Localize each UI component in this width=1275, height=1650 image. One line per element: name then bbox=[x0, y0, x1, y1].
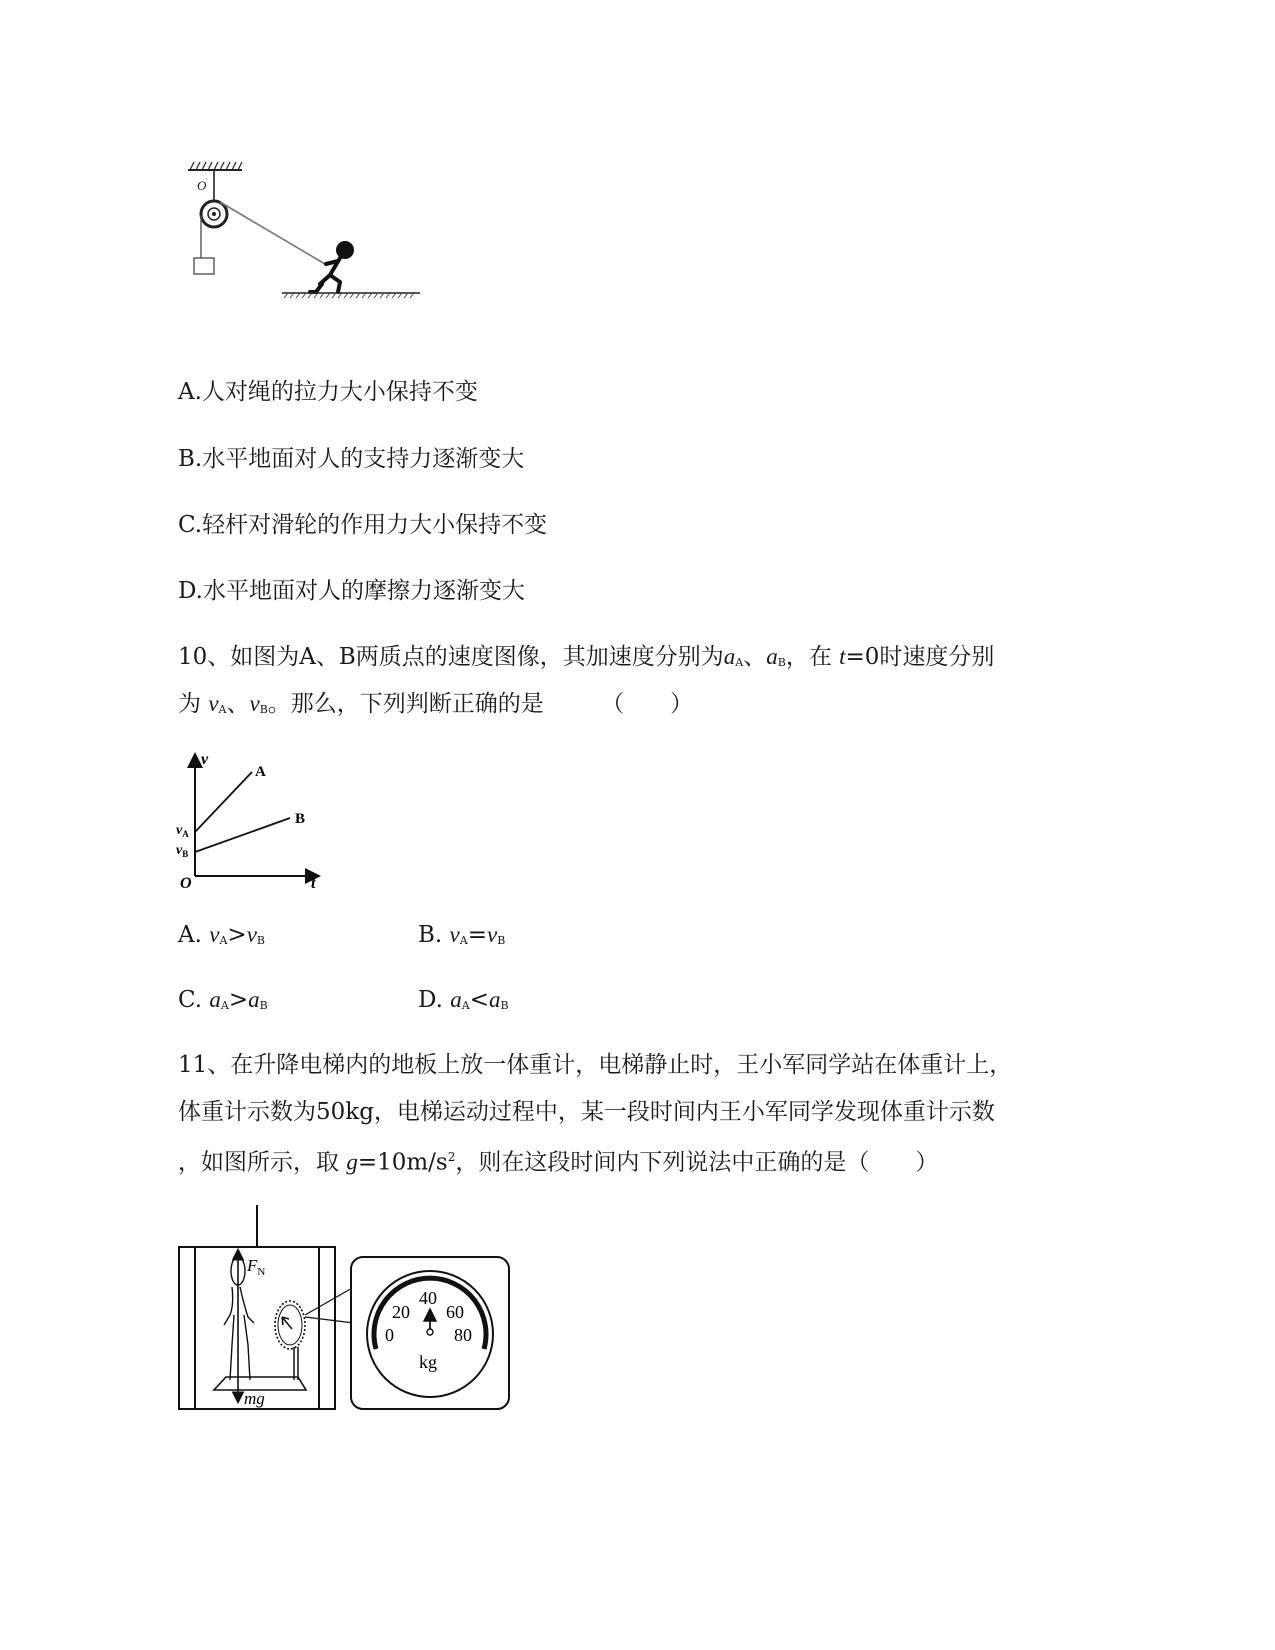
q9-option-b: B.水平地面对人的支持力逐渐变大 bbox=[178, 446, 525, 472]
pulley-label: O bbox=[197, 178, 207, 193]
q11-stem-line2: 体重计示数为50kg，电梯运动过程中，某一段时间内王小军同学发现体重计示数 bbox=[178, 1099, 995, 1125]
q11-stem-line3: ，如图所示，取 $g=10m/s^2$，则在这段时间内下列说法中正确的是（ ） bbox=[178, 1149, 939, 1176]
line-b bbox=[195, 818, 290, 852]
q10-option-a: A. $v_A>v_B$ bbox=[178, 922, 265, 948]
dial-tick-80: 80 bbox=[454, 1325, 472, 1345]
dial-tick-60: 60 bbox=[446, 1302, 464, 1322]
v-axis-label: v bbox=[201, 751, 209, 768]
q10-stem-line2: 为 $v_A$、$v_B$。那么，下列判断正确的是 （ ） bbox=[178, 691, 694, 717]
origin-label: O bbox=[180, 875, 192, 892]
line-b-label: B bbox=[295, 811, 306, 827]
q10-stem-line1: 10、如图为A、B两质点的速度图像，其加速度分别为$a_A$、$a_B$，在 t=0时速度分别 bbox=[178, 644, 995, 670]
dial-tick-20: 20 bbox=[392, 1302, 410, 1322]
q9-option-d: D.水平地面对人的摩擦力逐渐变大 bbox=[178, 578, 525, 604]
q10-option-d: D. $a_A<a_B$ bbox=[418, 987, 509, 1013]
gravity-label: mg bbox=[244, 1389, 265, 1408]
dial-tick-0: 0 bbox=[385, 1325, 394, 1345]
line-a-label: A bbox=[255, 764, 266, 780]
dial-tick-40: 40 bbox=[419, 1288, 437, 1308]
answer-paren: （ ） bbox=[601, 691, 694, 717]
pulley-person-figure bbox=[180, 160, 440, 310]
va-label: $v_A$ bbox=[176, 823, 189, 839]
elevator-figure bbox=[178, 1205, 518, 1420]
velocity-time-graph bbox=[175, 750, 325, 890]
q9-option-c: C.轻杆对滑轮的作用力大小保持不变 bbox=[178, 512, 548, 538]
q10-option-c: C. $a_A>a_B$ bbox=[178, 987, 268, 1013]
t-axis-label: t bbox=[311, 875, 316, 892]
line-a bbox=[195, 772, 252, 832]
q10-option-b: B. $v_A=v_B$ bbox=[418, 922, 506, 948]
q9-option-a: A.人对绳的拉力大小保持不变 bbox=[178, 379, 478, 405]
normal-force-label: $F_N$ bbox=[247, 1256, 266, 1278]
vb-label: $v_B$ bbox=[176, 843, 189, 859]
q11-stem-line1: 11、在升降电梯内的地板上放一体重计，电梯静止时，王小军同学站在体重计上， bbox=[178, 1052, 1013, 1078]
dial-unit: kg bbox=[419, 1352, 437, 1372]
